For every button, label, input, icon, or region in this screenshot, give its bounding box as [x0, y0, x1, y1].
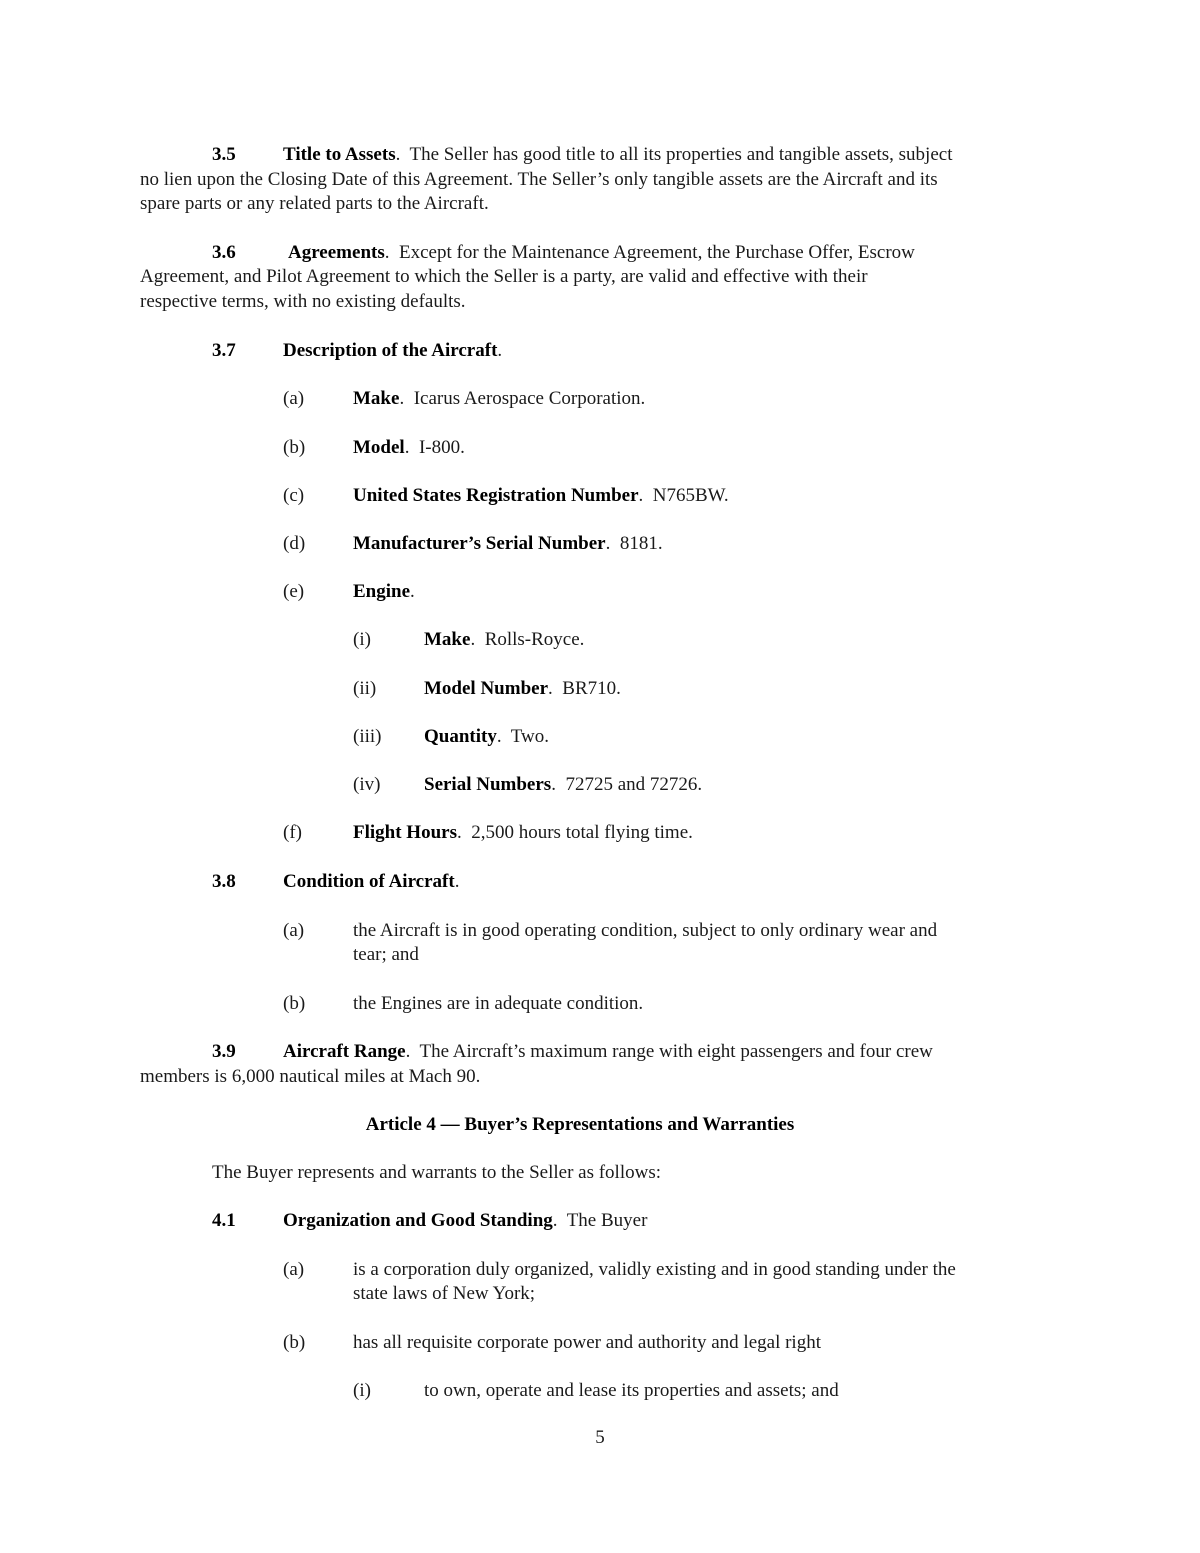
section-3-6-line-3: respective terms, with no existing defaults. — [140, 291, 466, 312]
item-label: (iv) — [353, 774, 381, 795]
section-number: 3.7 — [212, 340, 236, 361]
item-title: United States Registration Number — [353, 485, 639, 506]
section-text: Except for the Maintenance Agreement, the Purchase Offer, Escrow — [398, 242, 915, 263]
section-3-6-heading: 3.6 Agreements. Except for the Maintenance Agreement, the Purchase Offer, Escrow — [212, 241, 915, 266]
item-text: is a corporation duly organized, validly existing and in good standing under the — [353, 1259, 956, 1280]
item-title: Flight Hours — [353, 822, 457, 843]
item-text: has all requisite corporate power and authority and legal right — [353, 1332, 821, 1353]
item-label: (i) — [353, 629, 371, 650]
item-label: (b) — [283, 993, 306, 1014]
item-label: (iii) — [353, 726, 382, 747]
item-title: Model Number — [424, 678, 549, 699]
item-label: (d) — [283, 533, 306, 554]
item-label: (a) — [283, 1259, 305, 1280]
section-number: 3.9 — [212, 1041, 236, 1062]
section-number: 3.8 — [212, 871, 236, 892]
item-title: Engine — [353, 581, 411, 602]
item-label: (b) — [283, 1332, 306, 1353]
item-text: I-800. — [418, 437, 465, 458]
section-text: The Buyer — [566, 1210, 648, 1231]
item-title: Serial Numbers — [424, 774, 552, 795]
item-text: 8181. — [619, 533, 663, 554]
item-label: (f) — [283, 822, 302, 843]
section-text: The Seller has good title to all its properties and tangible assets, subject — [409, 144, 953, 165]
item-text: Icarus Aerospace Corporation. — [413, 388, 646, 409]
item-text: N765BW. — [652, 485, 729, 506]
section-3-5-line-2: no lien upon the Closing Date of this Agreement. The Seller’s only tangible assets are the Aircraft and its — [140, 169, 938, 190]
section-3-8-heading: 3.8 Condition of Aircraft. — [212, 870, 459, 895]
item-label: (c) — [283, 485, 305, 506]
item-text: the Aircraft is in good operating condition, subject to only ordinary wear and — [353, 920, 938, 941]
section-title: Organization and Good Standing — [283, 1210, 553, 1231]
item-label: (ii) — [353, 678, 377, 699]
section-title: Aircraft Range — [283, 1041, 406, 1062]
item-text: Rolls-Royce. — [484, 629, 585, 650]
item-text: 72725 and 72726. — [565, 774, 703, 795]
item-title: Quantity — [424, 726, 497, 747]
section-3-9-line-2: members is 6,000 nautical miles at Mach 90. — [140, 1066, 481, 1087]
item-label: (e) — [283, 581, 305, 602]
section-3-5-line-3: spare parts or any related parts to the Aircraft. — [140, 193, 489, 214]
section-title: Agreements — [288, 242, 385, 263]
section-3-5-heading: 3.5 Title to Assets. The Seller has good title to all its properties and tangible assets, subject — [212, 143, 952, 168]
item-title: Make — [424, 629, 471, 650]
item-text-continued: state laws of New York; — [353, 1283, 536, 1304]
item-text: Two. — [510, 726, 550, 747]
item-title: Model — [353, 437, 405, 458]
section-4-1-heading: 4.1 Organization and Good Standing. The Buyer — [212, 1209, 647, 1234]
section-number: 4.1 — [212, 1210, 236, 1231]
item-text: 2,500 hours total flying time. — [471, 822, 693, 843]
section-3-6-line-2: Agreement, and Pilot Agreement to which the Seller is a party, are valid and effective with their — [140, 266, 868, 287]
article-heading: Article 4 — Buyer’s Representations and Warranties — [365, 1114, 795, 1135]
section-text: The Aircraft’s maximum range with eight passengers and four crew — [419, 1041, 933, 1062]
item-label: (a) — [283, 388, 305, 409]
section-title: Description of the Aircraft — [283, 340, 498, 361]
section-title: Condition of Aircraft — [283, 871, 455, 892]
item-text: to own, operate and lease its properties and assets; and — [424, 1380, 839, 1401]
item-label: (i) — [353, 1380, 371, 1401]
document-page: 3.5 Title to Assets. The Seller has good title to all its properties and tangible assets, subject no lien upon the Closing Date of this Agreement. The Seller’s only tangible assets are the Aircraft and its spare parts or any related parts to the Aircraft. 3.6 Agreements. Except for the Maintenance Agreement, the Purchase Offer, Escrow Agreement, and Pilot Agreement to which the Seller is a party, are valid and effective with their respective terms, with no existing defaults. 3.7 Description of the Aircraft. (a) Make. Icarus Aerospace Corporation. (b) Model. I-800. (c) United States Registration Number. N765BW. (d) Manufacturer’s Serial Number. 8181. (e) Engine. (i) Make. Rolls-Royce. (ii) Model Number. BR710. (iii) Quantity. Two. (iv) Serial Numbers. 72725 and 72726. (f) Flight Hours. 2,500 hours total flying time. 3.8 Condition of Aircraft. (a) the Aircraft is in good operating condition, subject to only ordinary wear and tear; and (b) the Engines are in adequate condition. 3.9 Aircraft Range. The Aircraft’s maximum range with eight passengers and four crew members is 6,000 nautical miles at Mach 90. Article 4 — Buyer’s Representations and Warranties The Buyer represents and warrants to the Seller as follows: 4.1 Organization and Good Standing. The Buyer (a) is a corporation duly organized, validly existing and in good standing under the state laws of New York; (b) has all requisite corporate power and authority and legal right (i) to own, operate and lease its properties and assets; and 5 — [0, 0, 1200, 1553]
item-title: Make — [353, 388, 400, 409]
section-3-9-heading: 3.9 Aircraft Range. The Aircraft’s maximum range with eight passengers and four crew — [212, 1040, 933, 1065]
item-label: (b) — [283, 437, 306, 458]
section-number: 3.6 — [212, 242, 236, 263]
item-text: BR710. — [562, 678, 621, 699]
section-3-7-heading: 3.7 Description of the Aircraft. — [212, 339, 502, 364]
item-label: (a) — [283, 920, 305, 941]
section-title: Title to Assets — [283, 144, 396, 165]
item-text: the Engines are in adequate condition. — [353, 993, 644, 1014]
item-title: Manufacturer’s Serial Number — [353, 533, 606, 554]
section-number: 3.5 — [212, 144, 236, 165]
page-number: 5 — [595, 1427, 605, 1448]
item-text-continued: tear; and — [353, 944, 419, 965]
article-intro: The Buyer represents and warrants to the Seller as follows: — [212, 1162, 662, 1183]
